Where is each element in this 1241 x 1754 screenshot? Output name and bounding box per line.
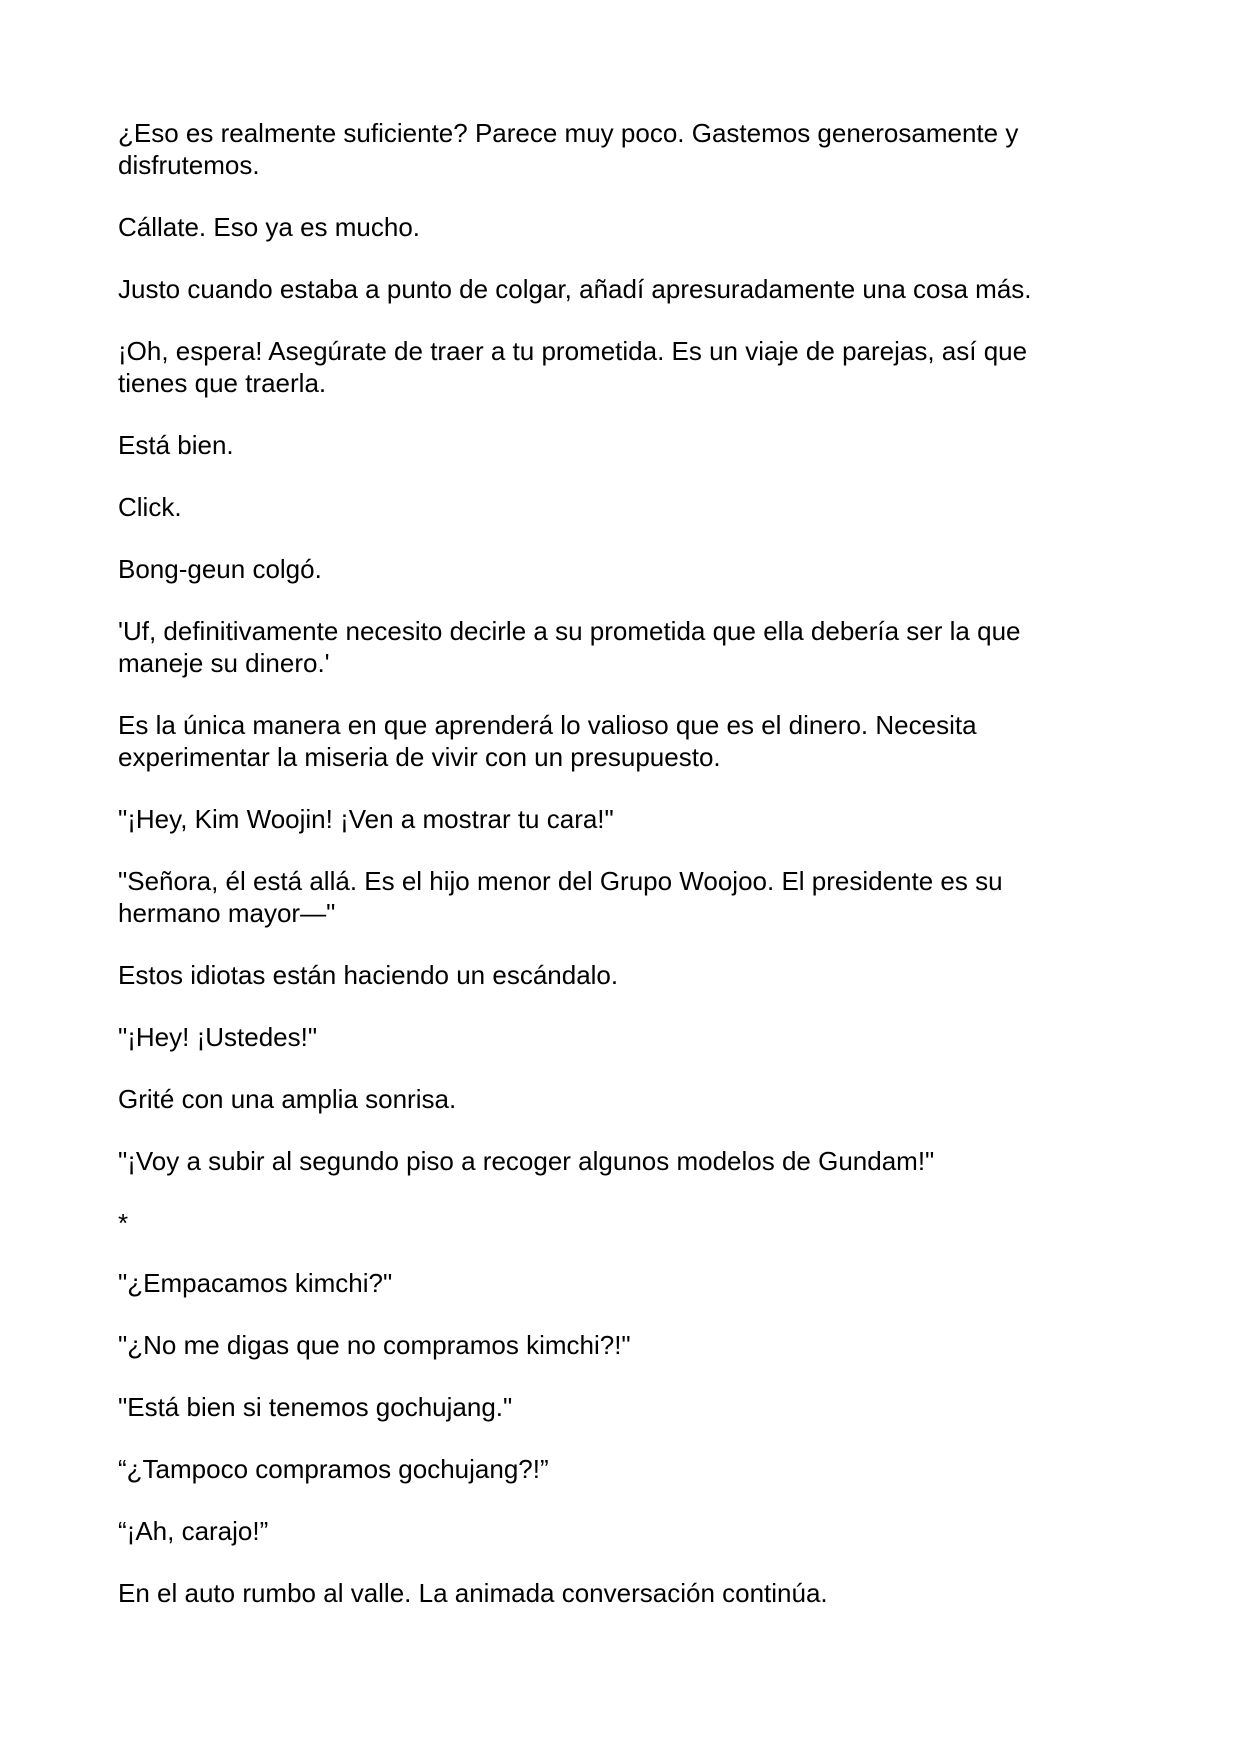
paragraph: 'Uf, definitivamente necesito decirle a su prometida que ella debería ser la que maneje su dinero.' xyxy=(118,616,1021,678)
paragraph: "¡Voy a subir al segundo piso a recoger algunos modelos de Gundam!" xyxy=(118,1146,935,1176)
document-body xyxy=(118,117,1078,1639)
paragraph: ¡Oh, espera! Asegúrate de traer a tu prometida. Es un viaje de parejas, así que tienes que traerla. xyxy=(118,336,1028,398)
paragraph: Click. xyxy=(118,492,182,522)
paragraph: "¡Hey, Kim Woojin! ¡Ven a mostrar tu cara!" xyxy=(118,804,614,834)
paragraph: Justo cuando estaba a punto de colgar, añadí apresuradamente una cosa más. xyxy=(118,274,1032,304)
paragraph: Es la única manera en que aprenderá lo valioso que es el dinero. Necesita experimentar la miseria de vivir con un presupuesto. xyxy=(118,710,977,772)
paragraph: Cállate. Eso ya es mucho. xyxy=(118,212,421,242)
paragraph: Grité con una amplia sonrisa. xyxy=(118,1084,457,1114)
paragraph: En el auto rumbo al valle. La animada conversación continúa. xyxy=(118,1578,828,1608)
paragraph: "Está bien si tenemos gochujang." xyxy=(118,1392,513,1422)
paragraph: ¿Eso es realmente suficiente? Parece muy poco. Gastemos generosamente y disfrutemos. xyxy=(118,118,1019,180)
paragraph: "Señora, él está allá. Es el hijo menor del Grupo Woojoo. El presidente es su hermano mayor—" xyxy=(118,866,1003,928)
section-break: * xyxy=(118,1208,129,1238)
paragraph: "¡Hey! ¡Ustedes!" xyxy=(118,1022,318,1052)
paragraph: “¿Tampoco compramos gochujang?!” xyxy=(118,1454,549,1484)
paragraph: Estos idiotas están haciendo un escándalo. xyxy=(118,960,619,990)
paragraph: Está bien. xyxy=(118,430,234,460)
paragraph: Bong-geun colgó. xyxy=(118,554,322,584)
paragraph: “¡Ah, carajo!” xyxy=(118,1516,269,1546)
paragraph: "¿Empacamos kimchi?" xyxy=(118,1268,393,1298)
paragraph: "¿No me digas que no compramos kimchi?!" xyxy=(118,1330,631,1360)
